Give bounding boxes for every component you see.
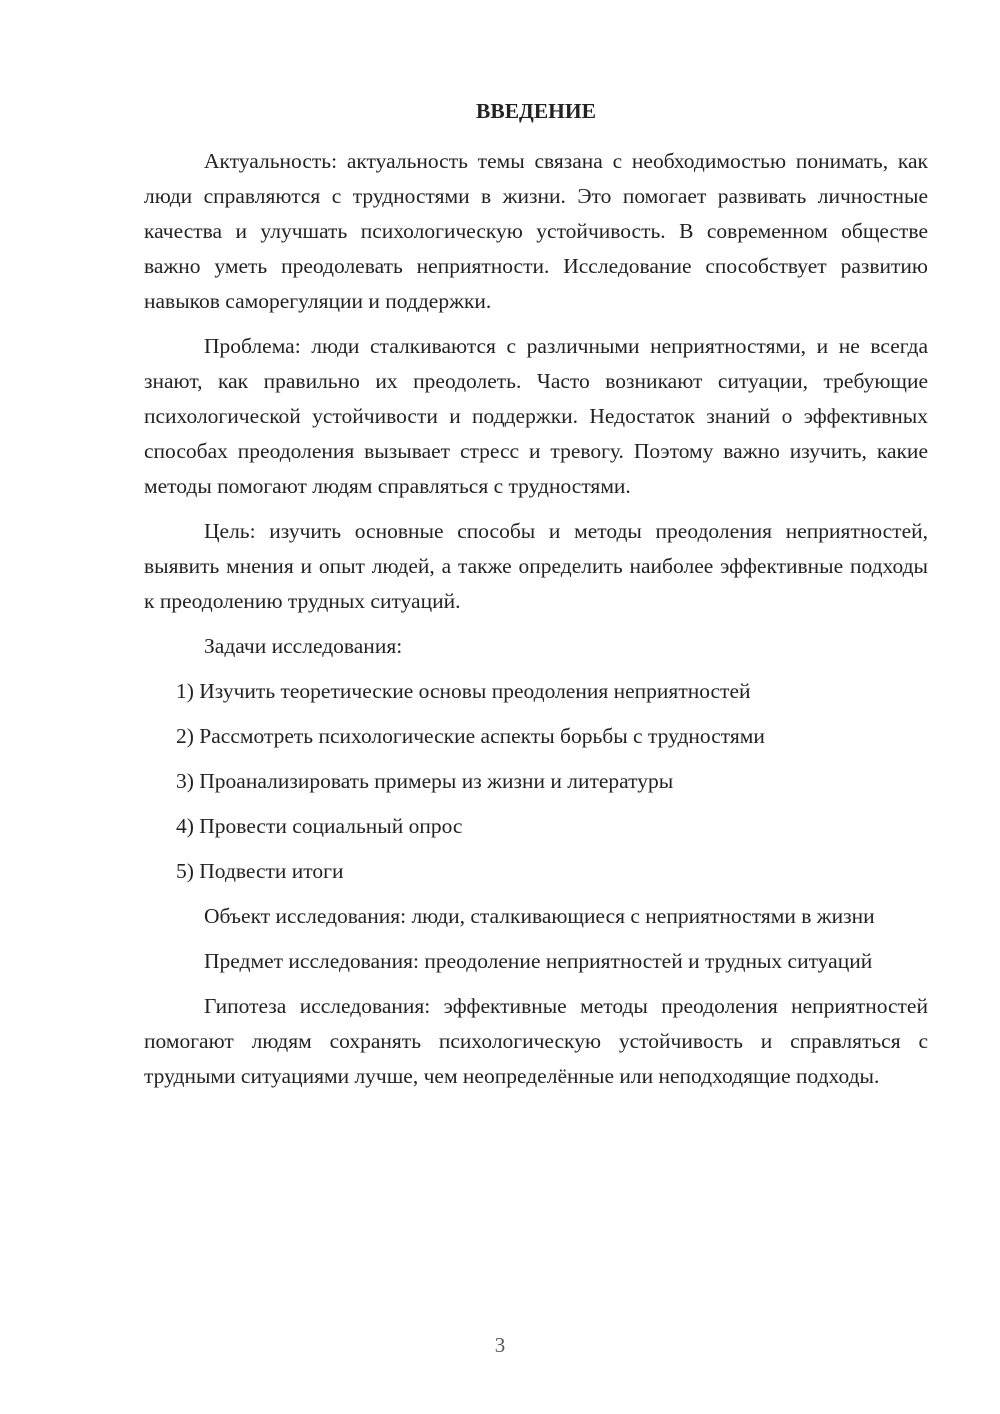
task-item: 4) Провести социальный опрос bbox=[176, 814, 463, 838]
task-item: 2) Рассмотреть психологические аспекты борьбы с трудностями bbox=[176, 724, 765, 748]
document-page bbox=[144, 94, 928, 1104]
subject-paragraph: Предмет исследования: преодоление неприятностей и трудных ситуаций bbox=[204, 949, 873, 973]
tasks-heading: Задачи исследования: bbox=[204, 634, 403, 658]
problem-paragraph: Проблема: люди сталкиваются с различными неприятностями, и не всегда знают, как правильно их преодолеть. Часто возникают ситуации, требующие психологической устойчивости и поддержки. Недостаток знаний о эффективных способах преодоления вызывает стресс и тревогу. Поэтому важно изучить, какие методы помогают людям справляться с трудностями. bbox=[144, 334, 928, 498]
hypothesis-paragraph: Гипотеза исследования: эффективные методы преодоления неприятностей помогают людям сохранять психологическую устойчивость и справляться с трудными ситуациями лучше, чем неопределённые или неподходящие подходы. bbox=[144, 994, 928, 1088]
page-number: 3 bbox=[494, 1333, 506, 1357]
object-paragraph: Объект исследования: люди, сталкивающиеся с неприятностями в жизни bbox=[204, 904, 875, 928]
goal-paragraph: Цель: изучить основные способы и методы преодоления неприятностей, выявить мнения и опыт людей, а также определить наиболее эффективные подходы к преодолению трудных ситуаций. bbox=[144, 519, 928, 613]
task-item: 1) Изучить теоретические основы преодоления неприятностей bbox=[176, 679, 751, 703]
page-title: ВВЕДЕНИЕ bbox=[476, 99, 596, 123]
relevance-paragraph: Актуальность: актуальность темы связана с необходимостью понимать, как люди справляются с трудностями в жизни. Это помогает развивать личностные качества и улучшать психологическую устойчивость. В современном обществе важно уметь преодолевать неприятности. Исследование способствует развитию навыков саморегуляции и поддержки. bbox=[144, 149, 928, 313]
task-item: 5) Подвести итоги bbox=[176, 859, 344, 883]
task-item: 3) Проанализировать примеры из жизни и литературы bbox=[176, 769, 674, 793]
